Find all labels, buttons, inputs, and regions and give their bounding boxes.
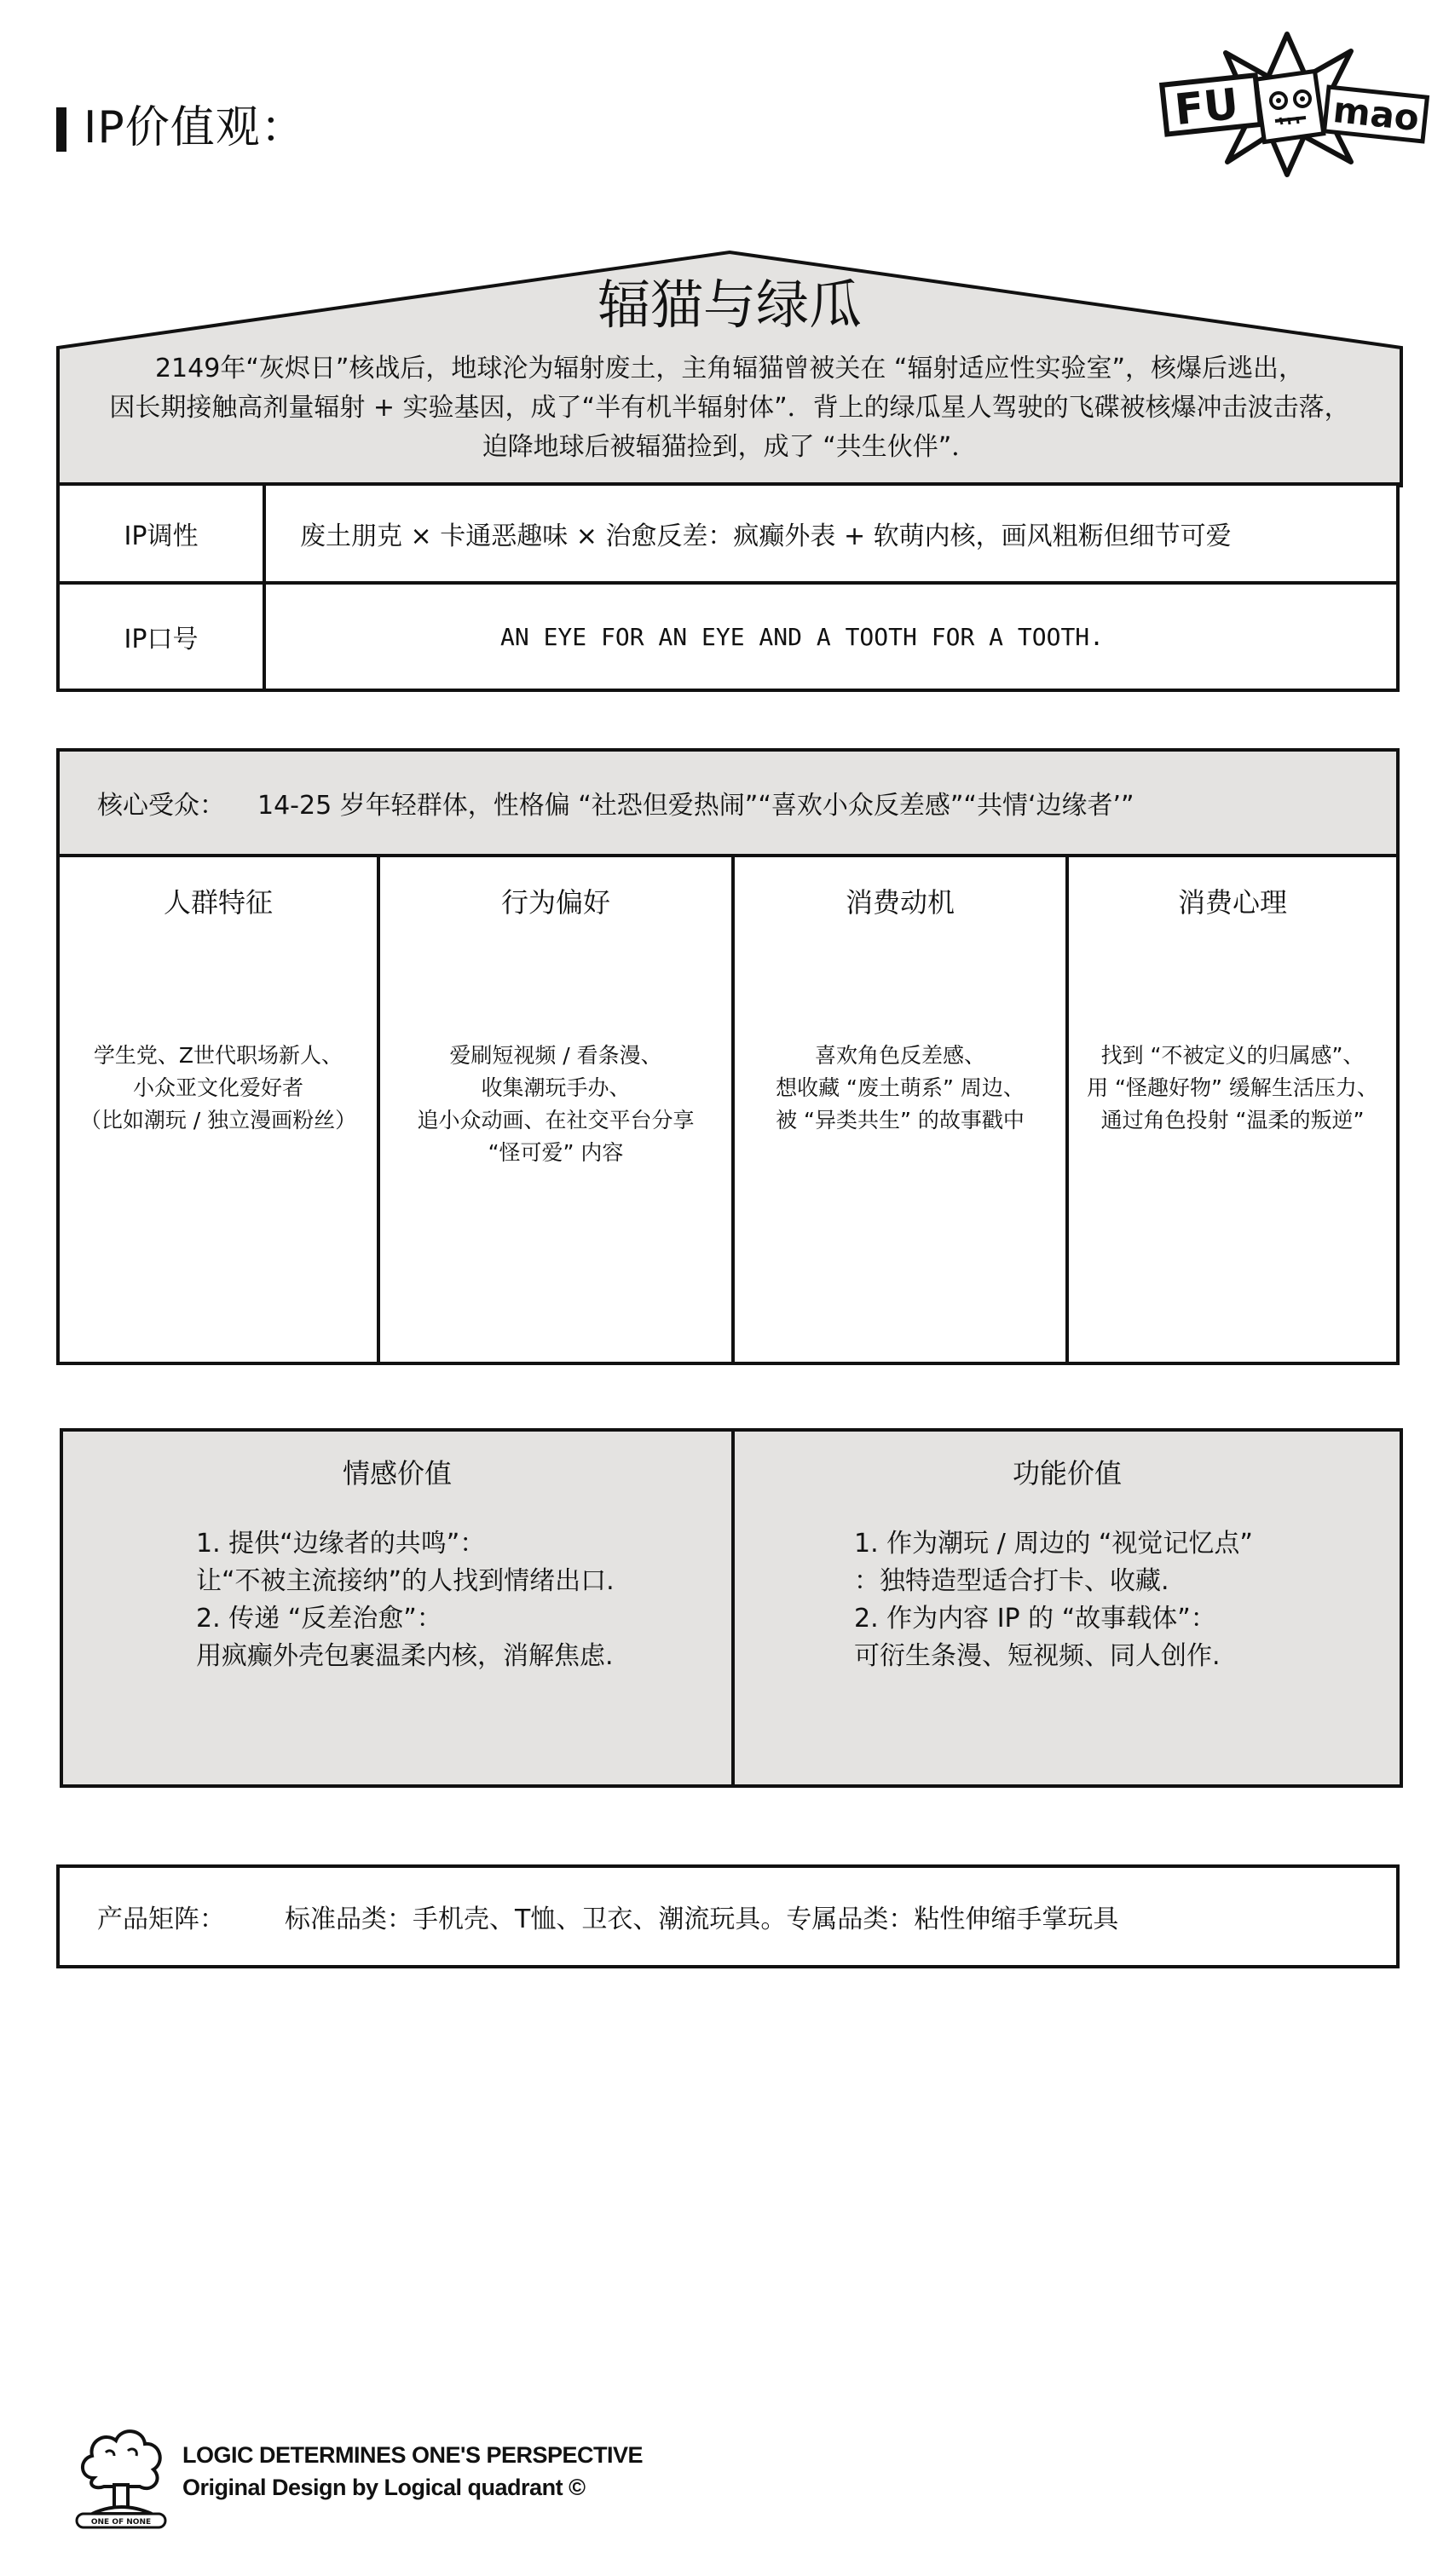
product-value: 标准品类：手机壳、T恤、卫衣、潮流玩具。专属品类：粘性伸缩手掌玩具 — [285, 1905, 1119, 1934]
product-matrix — [56, 1864, 1400, 1968]
values-box — [60, 1428, 1403, 1788]
value-line: 1. 作为潮玩 / 周边的 “视觉记忆点” — [854, 1529, 1253, 1559]
value-line: 用疯癫外壳包裹温柔内核，消解焦虑. — [196, 1641, 614, 1671]
tone-row — [56, 482, 1400, 585]
tone-label: IP调性 — [60, 486, 266, 581]
audience-grid — [56, 854, 1400, 1365]
column-body — [60, 1040, 377, 1137]
audience-header — [56, 748, 1400, 857]
value-line: 让“不被主流接纳”的人找到情绪出口. — [196, 1566, 615, 1596]
column-line: 学生党、Z世代职场新人、 — [93, 1043, 343, 1068]
column-title: 消费心理 — [1177, 886, 1287, 919]
column-line: 被 “异类共生” 的故事戳中 — [776, 1108, 1025, 1132]
value-line: 2. 作为内容 IP 的 “故事载体”： — [854, 1604, 1216, 1634]
audience-value: 14-25 岁年轻群体，性格偏 “社恐但爱热闹”“喜欢小众反差感”“共情‘边缘者’” — [257, 791, 1134, 821]
column-title: 人群特征 — [163, 886, 273, 919]
column-line: （比如潮玩 / 独立漫画粉丝） — [79, 1108, 357, 1132]
audience-column — [1069, 854, 1396, 1362]
column-line: 用 “怪趣好物” 缓解生活压力、 — [1087, 1075, 1378, 1100]
cloud-tree-logo-icon — [75, 2418, 169, 2529]
column-body — [1069, 1040, 1396, 1137]
slogan-value: AN EYE FOR AN EYE AND A TOOTH FOR A TOOTH. — [500, 622, 1105, 651]
column-line: “怪可爱” 内容 — [488, 1140, 624, 1165]
column-line: 收集潮玩手办、 — [481, 1075, 631, 1100]
emotional-value-list — [196, 1525, 615, 1675]
story-line: 因长期接触高剂量辐射 + 实验基因，成了“半有机半辐射体”．背上的绿瓜星人驾驶的飞碟被核爆冲击波击落， — [109, 393, 1350, 423]
functional-value-title: 功能价值 — [1012, 1457, 1122, 1490]
tone-value: 废土朋克 × 卡通恶趣味 × 治愈反差：疯癫外表 + 软萌内核，画风粗粝但细节可爱 — [300, 522, 1232, 551]
emotional-value-title: 情感价值 — [342, 1457, 452, 1490]
functional-value-list — [854, 1525, 1253, 1675]
page-title: IP价值观： — [84, 102, 306, 153]
product-prefix: 产品矩阵： — [97, 1905, 225, 1934]
value-line: 可衍生条漫、短视频、同人创作. — [854, 1641, 1221, 1671]
value-line: ：独特造型适合打卡、收藏. — [854, 1566, 1169, 1596]
column-line: 喜欢角色反差感、 — [814, 1043, 985, 1068]
story-line: 2149年“灰烬日”核战后，地球沦为辐射废土，主角辐猫曾被关在 “辐射适应性实验室”，核爆后逃出， — [154, 354, 1305, 383]
column-line: 小众亚文化爱好者 — [132, 1075, 303, 1100]
value-line: 2. 传递 “反差治愈”： — [196, 1604, 442, 1634]
story-intro — [68, 349, 1391, 467]
slogan-row — [56, 585, 1400, 692]
column-title: 消费动机 — [845, 886, 955, 919]
column-body — [380, 1040, 731, 1169]
column-line: 通过角色投射 “温柔的叛逆” — [1100, 1108, 1365, 1132]
footer-text — [182, 2439, 643, 2504]
audience-column — [735, 854, 1069, 1362]
svg-text:ONE OF NONE: ONE OF NONE — [90, 2518, 152, 2527]
column-line: 爱刷短视频 / 看条漫、 — [449, 1043, 662, 1068]
column-line: 想收藏 “废土萌系” 周边、 — [776, 1075, 1025, 1100]
column-line: 追小众动画、在社交平台分享 — [417, 1108, 695, 1132]
title-accent-bar — [56, 107, 66, 152]
story-line: 迫降地球后被辐猫捡到，成了 “共生伙伴”． — [482, 432, 978, 462]
fumao-logo-icon — [1159, 26, 1432, 179]
value-line: 1. 提供“边缘者的共鸣”： — [196, 1529, 486, 1559]
footer-slogan: LOGIC DETERMINES ONE'S PERSPECTIVE — [182, 2442, 644, 2468]
svg-text:FU: FU — [1172, 78, 1241, 135]
column-body — [735, 1040, 1065, 1137]
slogan-label: IP口号 — [60, 585, 266, 689]
audience-column — [60, 854, 380, 1362]
column-title: 行为偏好 — [500, 886, 610, 919]
column-line: 找到 “不被定义的归属感”、 — [1100, 1043, 1365, 1068]
audience-column — [380, 854, 735, 1362]
story-title: 辐猫与绿瓜 — [597, 274, 862, 336]
svg-text:mao: mao — [1331, 88, 1422, 140]
footer-credit: Original Design by Logical quadrant © — [182, 2475, 586, 2500]
audience-prefix: 核心受众： — [97, 791, 225, 821]
